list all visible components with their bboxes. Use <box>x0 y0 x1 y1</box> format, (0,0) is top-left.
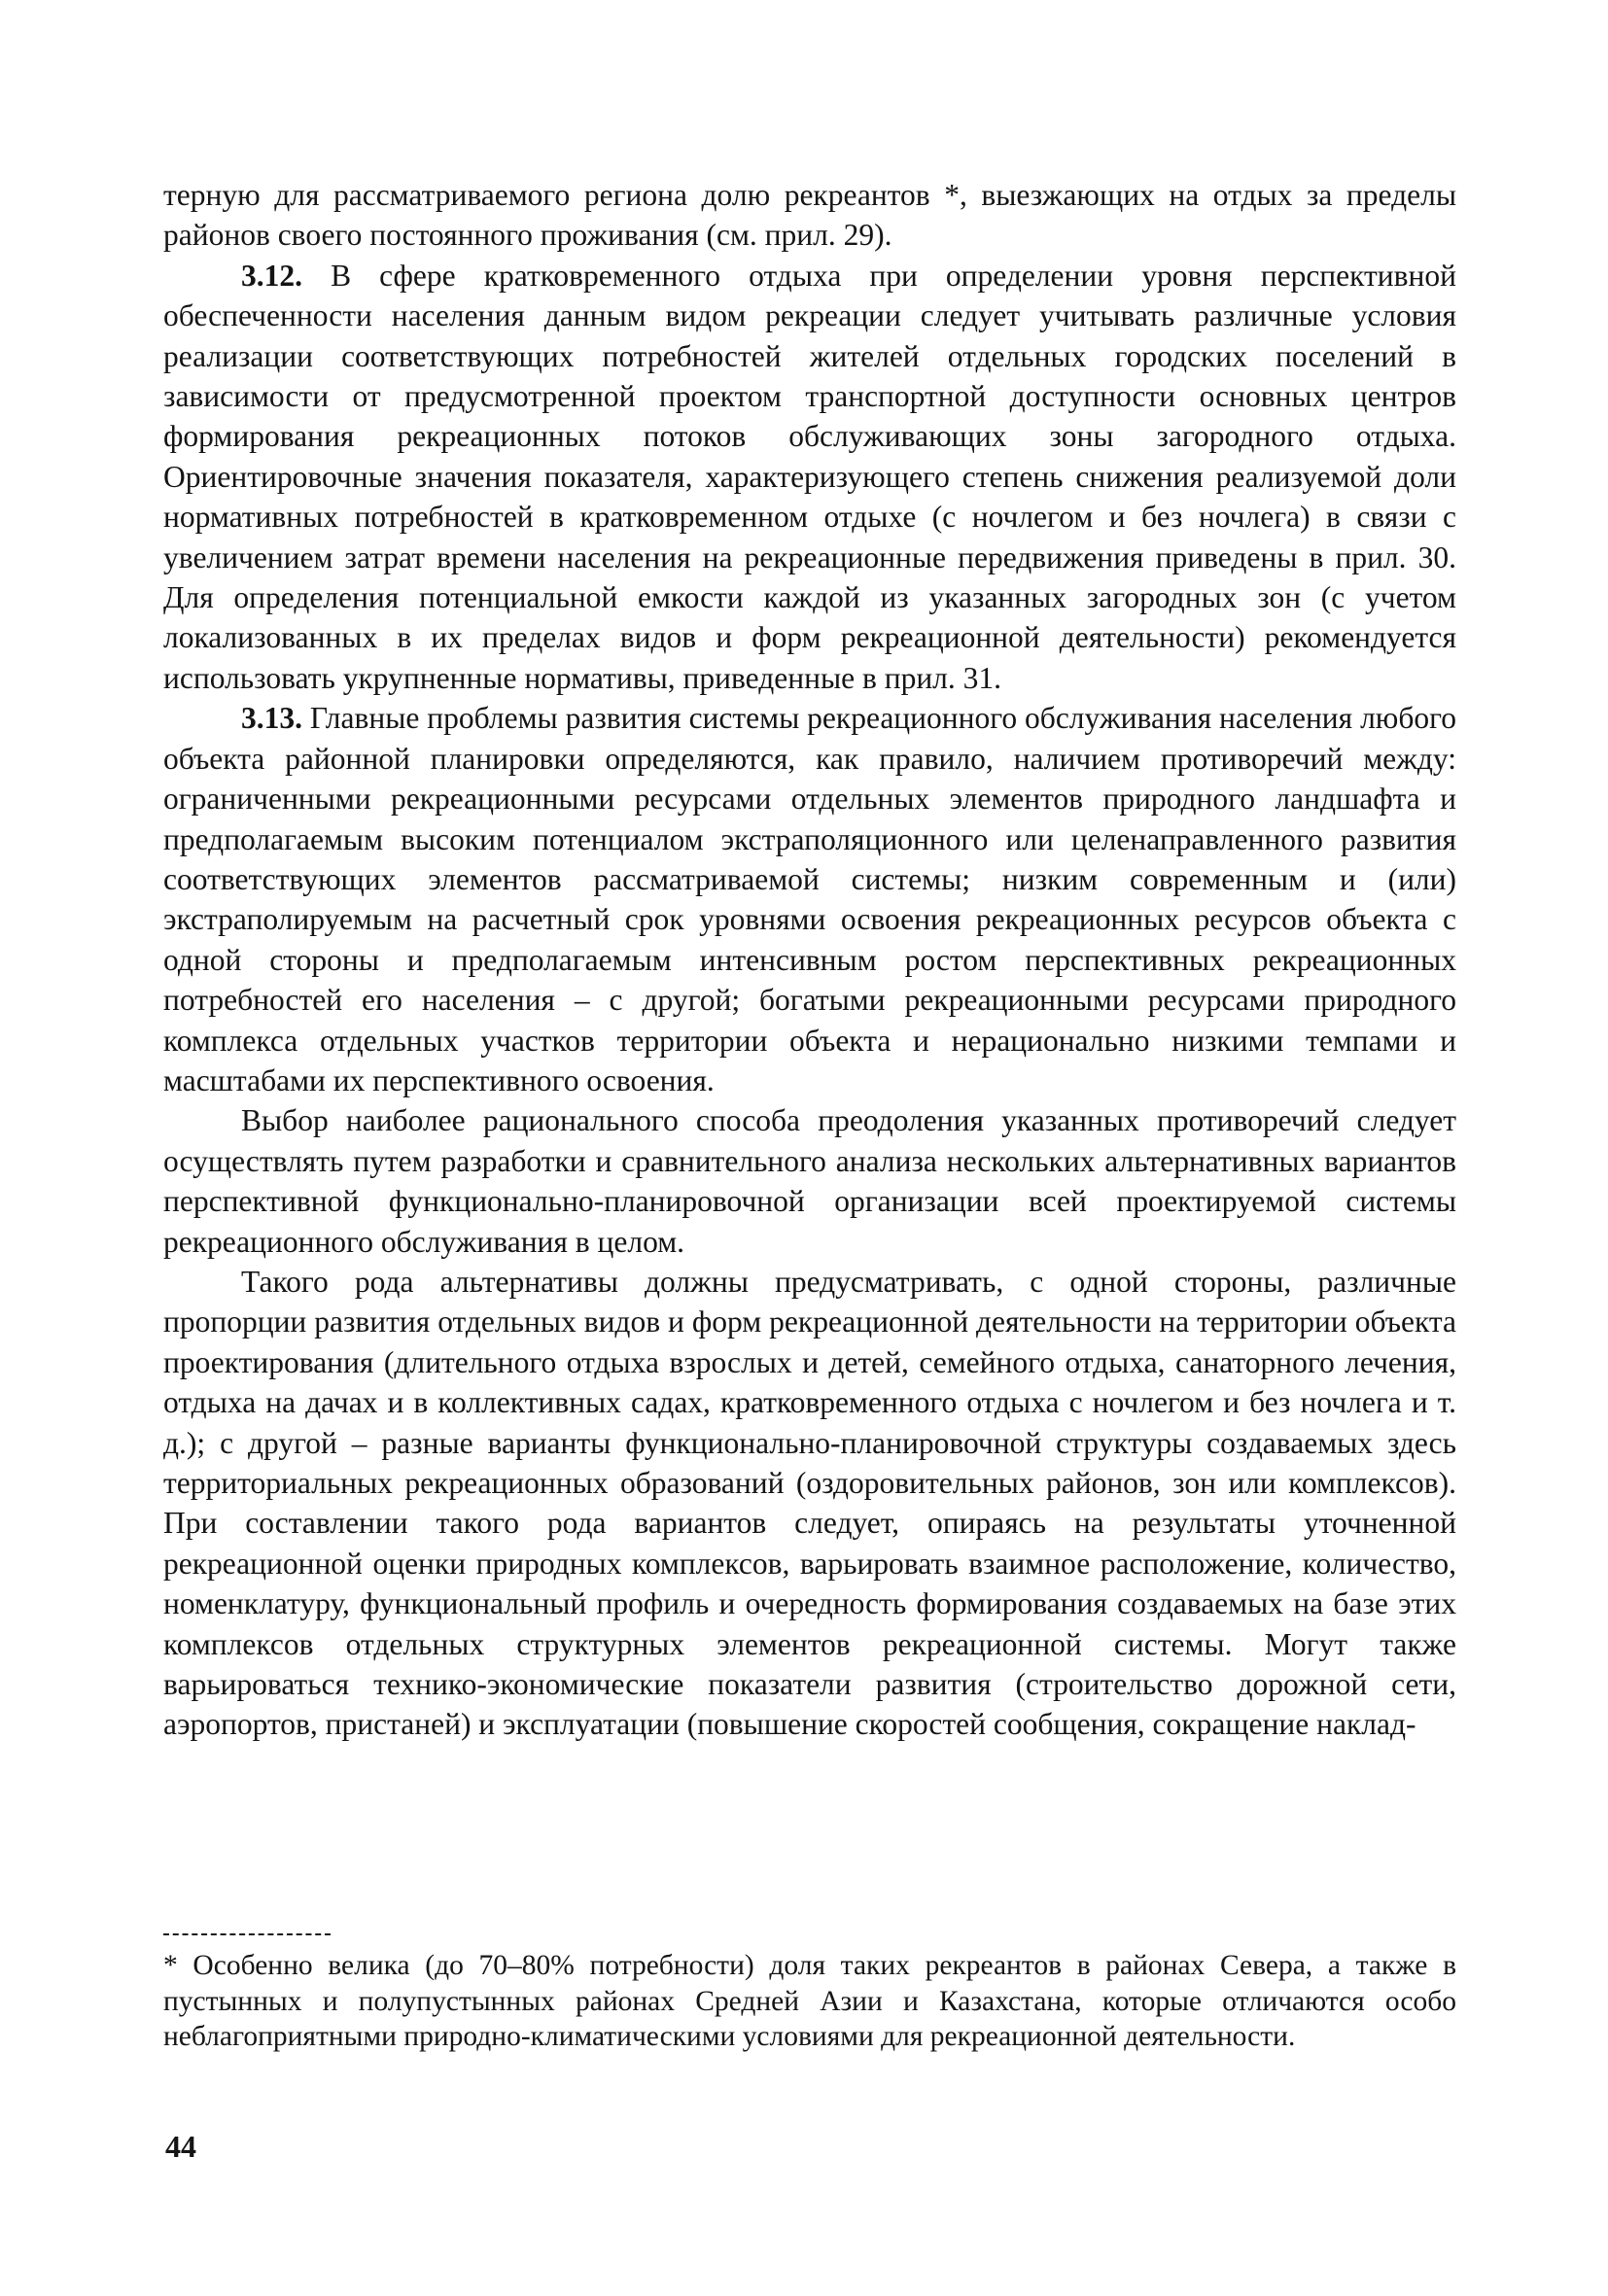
footnote-separator <box>163 1933 331 1935</box>
paragraph-text: В сфере кратковременного отдыха при определении уровня перспективной обеспеченности населения данным видом рекреации следует учитывать различные условия реализации соответствующих потребностей жителей отдельных городских поселений в зависимости от предусмотренной проектом транспортной доступности основных центров формирования рекреационных потоков обслуживающих зоны загородного отдыха. Ориентировочные значения показателя, характеризующего степень снижения реализуемой доли нормативных потребностей в кратковременном отдыхе (с ночлегом и без ночлега) в связи с увеличением затрат времени населения на рекреационные передвижения приведены в прил. 30. Для определения потенциальной емкости каждой из указанных загородных зон (с учетом локализованных в их пределах видов и форм рекреационной деятельности) рекомендуется использовать укрупненные нормативы, приведенные в прил. 31. <box>163 258 1456 695</box>
paragraph-choice <box>163 1100 1456 1262</box>
page-number: 44 <box>165 2129 196 2164</box>
paragraph-number: 3.12. <box>241 258 302 293</box>
paragraph-text: Такого рода альтернативы должны предусматривать, с одной стороны, различные пропорции развития отдельных видов и форм рекреационной деятельности на территории объекта проектирования (длительного отдыха взрослых и детей, семейного отдыха, санаторного лечения, отдыха на дачах и в коллективных садах, кратковременного отдыха с ночлегом и без ночлега и т. д.); с другой – разные варианты функционально-планировочной структуры создаваемых здесь территориальных рекреационных образований (оздоровительных районов, зон или комплексов). При составлении такого рода вариантов следует, опираясь на результаты уточненной рекреационной оценки природных комплексов, варьировать взаимное расположение, количество, номенклатуру, функциональный профиль и очередность формирования создаваемых на базе этих комплексов отдельных структурных элементов рекреационной системы. Могут также варьироваться технико-экономические показатели развития (строительство дорожной сети, аэропортов, пристаней) и эксплуатации (повышение скоростей сообщения, сокращение наклад- <box>163 1264 1456 1742</box>
footnote-text: * Особенно велика (до 70–80% потребности) доля таких рекреантов в районах Севера, а также в пустынных и полупустынных районах Средней Азии и Казахстана, которые отличаются особо неблагоприятными природно-климатическими условиями для рекреационной деятельности. <box>163 1950 1456 2052</box>
footnote <box>163 1948 1456 2055</box>
paragraph-3-12 <box>163 256 1456 698</box>
paragraph-text: Главные проблемы развития системы рекреационного обслуживания населения любого объекта районной планировки определяются, как правило, наличием противоречий между: ограниченными рекреационными ресурсами отдельных элементов природного ландшафта и предполагаемым высоким потенциалом экстраполяционного или целенаправленного развития соответствующих элементов рассматриваемой системы; низким современным и (или) экстраполируемым на расчетный срок уровнями освоения рекреационных ресурсов объекта с одной стороны и предполагаемым интенсивным ростом перспективных рекреационных потребностей его населения – с другой; богатыми рекреационными ресурсами природного комплекса отдельных участков территории объекта и нерационально низкими темпами и масштабами их перспективного освоения. <box>163 701 1456 1097</box>
body-text <box>163 175 1456 1745</box>
paragraph-text: Выбор наиболее рационального способа преодоления указанных противоречий следует осуществлять путем разработки и сравнительного анализа нескольких альтернативных вариантов перспективной функционально-планировочной организации всей проектируемой системы рекреационного обслуживания в целом. <box>163 1103 1456 1259</box>
paragraph-number: 3.13. <box>241 701 302 736</box>
paragraph-continuation <box>163 175 1456 256</box>
paragraph-3-13 <box>163 698 1456 1100</box>
paragraph-alternatives <box>163 1262 1456 1745</box>
paragraph-text: терную для рассматриваемого региона долю рекреантов *, выезжающих на отдых за пределы районов своего постоянного проживания (см. прил. 29). <box>163 178 1456 253</box>
